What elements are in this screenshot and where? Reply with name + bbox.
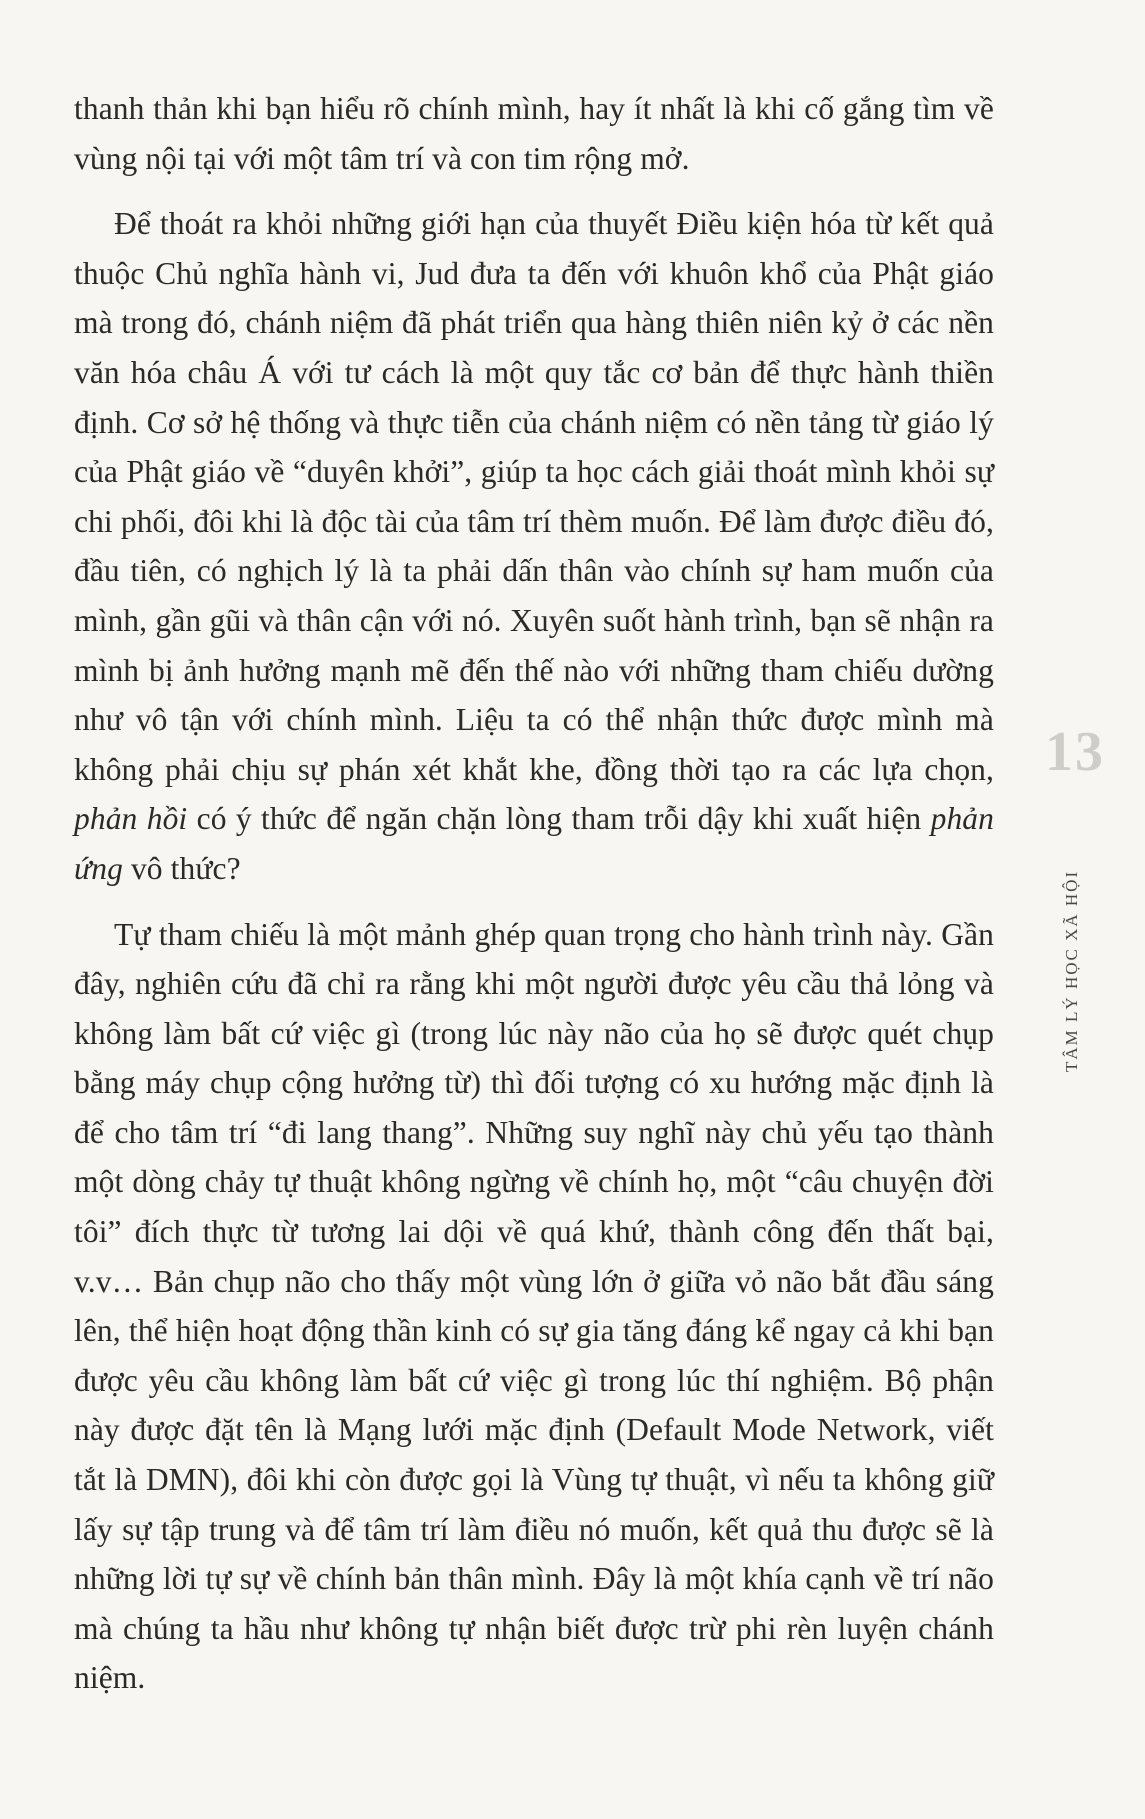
running-title: TÂM LÝ HỌC XÃ HỘI — [1062, 869, 1081, 1072]
page-number: 13 — [1045, 721, 1105, 783]
body-text — [74, 84, 994, 1719]
paragraph-2 — [74, 199, 994, 893]
paragraph-3: Tự tham chiếu là một mảnh ghép quan trọng cho hành trình này. Gần đây, nghiên cứu đã chỉ ra rằng khi một người được yêu cầu thả lỏng và không làm bất cứ việc gì (trong lúc này não của họ sẽ được quét chụp bằng máy chụp cộng hưởng từ) thì đối tượng có xu hướng mặc định là để cho tâm trí “đi lang thang”. Những suy nghĩ này chủ yếu tạo thành một dòng chảy tự thuật không ngừng về chính họ, một “câu chuyện đời tôi” đích thực từ tương lai dội về quá khứ, thành công đến thất bại, v.v… Bản chụp não cho thấy một vùng lớn ở giữa vỏ não bắt đầu sáng lên, thể hiện hoạt động thần kinh có sự gia tăng đáng kể ngay cả khi bạn được yêu cầu không làm bất cứ việc gì trong lúc thí nghiệm. Bộ phận này được đặt tên là Mạng lưới mặc định (Default Mode Network, viết tắt là DMN), đôi khi còn được gọi là Vùng tự thuật, vì nếu ta không giữ lấy sự tập trung và để tâm trí làm điều nó muốn, kết quả thu được sẽ là những lời tự sự về chính bản thân mình. Đây là một khía cạnh về trí não mà chúng ta hầu như không tự nhận biết được trừ phi rèn luyện chánh niệm. — [74, 916, 994, 1696]
paragraph-2-text-c: vô thức? — [122, 850, 241, 886]
paragraph-1: thanh thản khi bạn hiểu rõ chính mình, hay ít nhất là khi cố gắng tìm về vùng nội tại với một tâm trí và con tim rộng mở. — [74, 91, 994, 176]
paragraph-2-text-b: có ý thức để ngăn chặn lòng tham trỗi dậy khi xuất hiện — [187, 801, 931, 837]
emphasis-phan-ung: phản ứng — [74, 801, 994, 886]
paragraph-2-text-a: Để thoát ra khỏi những giới hạn của thuyết Điều kiện hóa từ kết quả thuộc Chủ nghĩa hành vi, Jud đưa ta đến với khuôn khổ của Phật giáo mà trong đó, chánh niệm đã phát triển qua hàng thiên niên kỷ ở các nền văn hóa châu Á với tư cách là một quy tắc cơ bản để thực hành thiền định. Cơ sở hệ thống và thực tiễn của chánh niệm có nền tảng từ giáo lý của Phật giáo về “duyên khởi”, giúp ta học cách giải thoát mình khỏi sự chi phối, đôi khi là độc tài của tâm trí thèm muốn. Để làm được điều đó, đầu tiên, có nghịch lý là ta phải dấn thân vào chính sự ham muốn của mình, gần gũi và thân cận với nó. Xuyên suốt hành trình, bạn sẽ nhận ra mình bị ảnh hưởng mạnh mẽ đến thế nào với những tham chiếu dường như vô tận với chính mình. Liệu ta có thể nhận thức được mình mà không phải chịu sự phán xét khắt khe, đồng thời tạo ra các lựa chọn, — [74, 206, 994, 787]
emphasis-phan-hoi: phản hồi — [74, 801, 188, 837]
